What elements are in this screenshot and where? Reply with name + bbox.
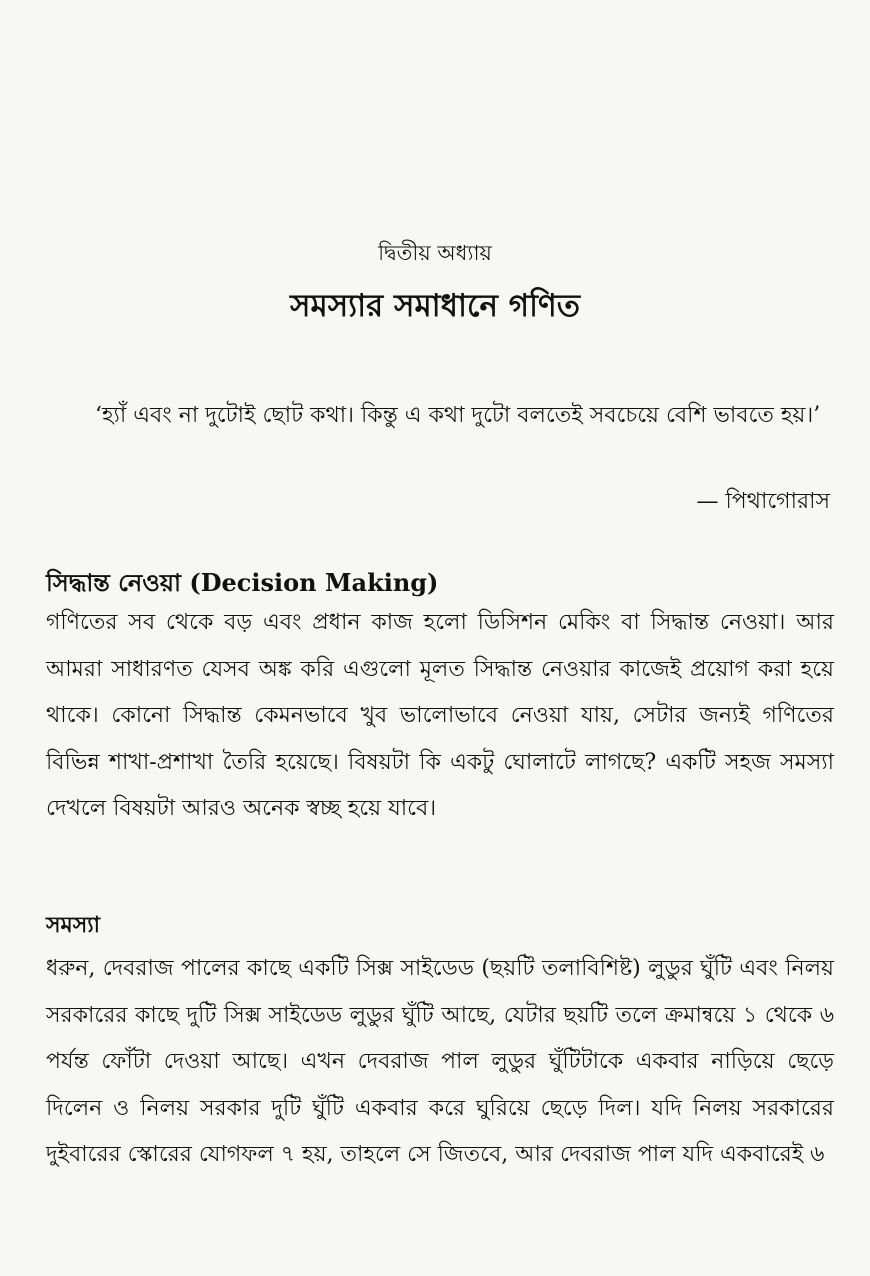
section-decision-making <box>46 566 834 833</box>
section-heading: সিদ্ধান্ত নেওয়া (Decision Making) <box>46 568 439 597</box>
section-heading: সমস্যা <box>46 912 101 938</box>
section-paragraph: ধরুন, দেবরাজ পালের কাছে একটি সিক্স সাইডেড (ছয়টি তলাবিশিষ্ট) লুডুর ঘুঁটি এবং নিলয় সরকারের কাছে দুটি সিক্স সাইডেড লুডুর ঘুঁটি আছে, যেটার ছয়টি তলে ক্রমান্বয়ে ১ থেকে ৬ পর্যন্ত ফোঁটা দেওয়া আছে। এখন দেবরাজ পাল লুডুর ঘুঁটিটাকে একবার নাড়িয়ে ছেড়ে দিলেন ও নিলয় সরকার দুটি ঘুঁটি একবার করে ঘুরিয়ে ছেড়ে দিল। যদি নিলয় সরকারের দুইবারের স্কোরের যোগফল ৭ হয়, তাহলে সে জিতবে, আর দেবরাজ পাল যদি একবারেই ৬ <box>46 956 834 1167</box>
chapter-title: সমস্যার সমাধানে গণিত <box>290 288 580 324</box>
epigraph-quote: ‘হ্যাঁ এবং না দুটোই ছোট কথা। কিন্তু এ কথা দুটো বলতেই সবচেয়ে বেশি ভাবতে হয়।’ <box>95 403 821 428</box>
chapter-label: দ্বিতীয় অধ্যায় <box>378 241 492 265</box>
epigraph-author: — পিথাগোরাস <box>696 489 830 514</box>
section-paragraph: গণিতের সব থেকে বড় এবং প্রধান কাজ হলো ডিসিশন মেকিং বা সিদ্ধান্ত নেওয়া। আর আমরা সাধারণত যেসব অঙ্ক করি এগুলো মূলত সিদ্ধান্ত নেওয়ার কাজেই প্রয়োগ করা হয়ে থাকে। কোনো সিদ্ধান্ত কেমনভাবে খুব ভালোভাবে নেওয়া যায়, সেটার জন্যই গণিতের বিভিন্ন শাখা-প্রশাখা তৈরি হয়েছে। বিষয়টা কি একটু ঘোলাটে লাগছে? একটি সহজ সমস্যা দেখলে বিষয়টা আরও অনেক স্বচ্ছ হয়ে যাবে। <box>46 610 834 821</box>
section-problem <box>46 908 834 1179</box>
